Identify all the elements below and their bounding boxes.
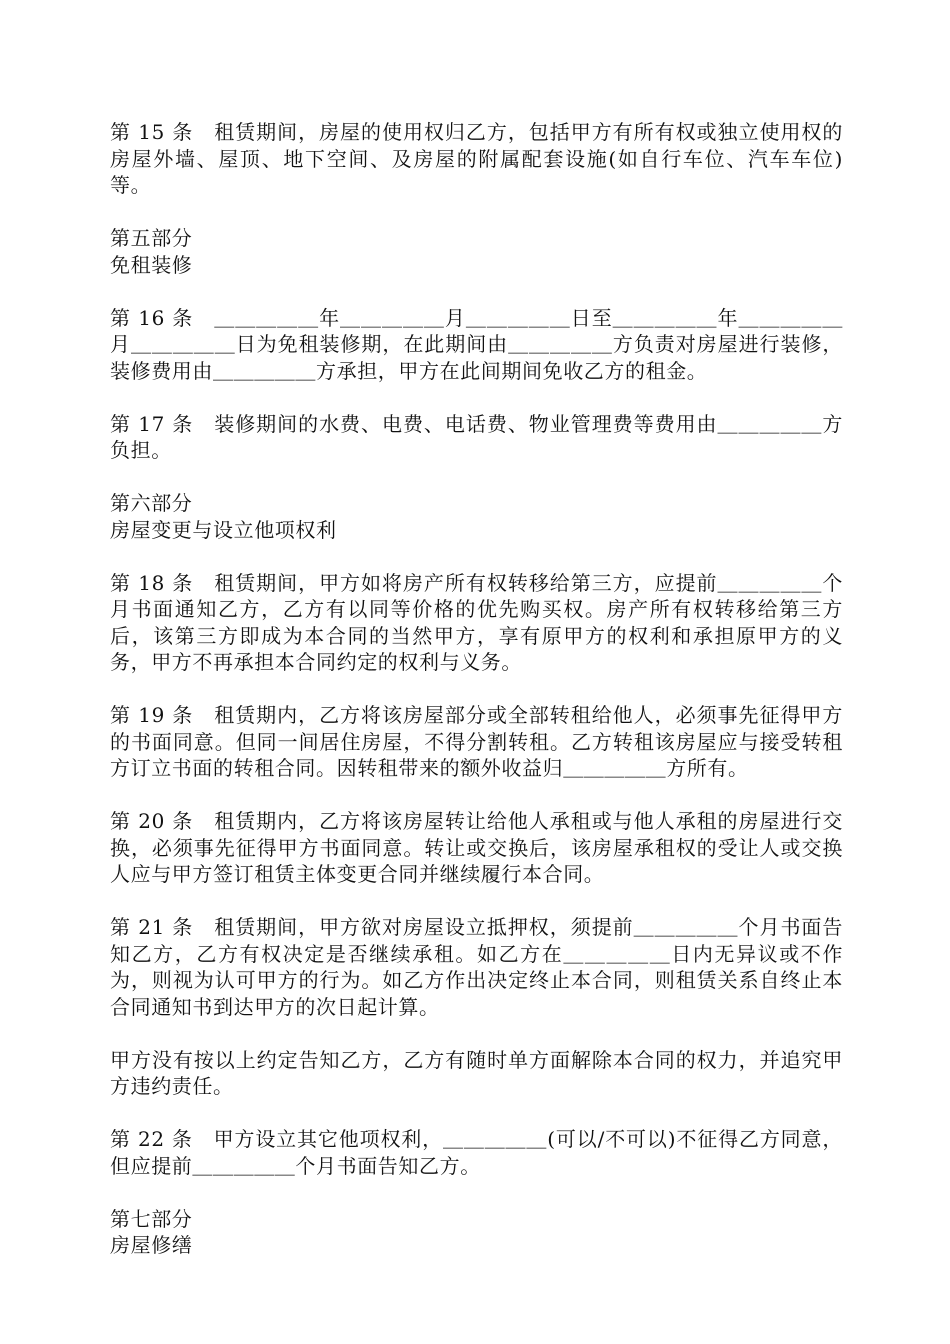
- document-page: [110, 119, 843, 1285]
- article-21: 第 21 条 租赁期间，甲方欲对房屋设立抵押权，须提前＿＿＿＿＿个月书面告知乙方，乙方有权决定是否继续承租。如乙方在＿＿＿＿＿日内无异议或不作为，则视为认可甲方的行为。如乙方作出决定终止本合同，则租赁关系自终止本合同通知书到达甲方的次日起计算。: [110, 915, 843, 1019]
- section-title: 房屋变更与设立他项权利: [110, 517, 337, 542]
- article-16: 第 16 条 ＿＿＿＿＿年＿＿＿＿＿月＿＿＿＿＿日至＿＿＿＿＿年＿＿＿＿＿月＿＿＿＿＿日为免租装修期，在此期间由＿＿＿＿＿方负责对房屋进行装修，装修费用由＿＿＿＿＿方承担，甲方在此间期间免收乙方的租金。: [110, 305, 843, 383]
- section-heading-part-7: [110, 1206, 843, 1259]
- section-part-label: 第七部分: [110, 1206, 193, 1231]
- section-part-label: 第六部分: [110, 491, 193, 515]
- section-title: 房屋修缮: [110, 1233, 193, 1257]
- section-part-label: 第五部分: [110, 226, 193, 250]
- article-19: 第 19 条 租赁期内，乙方将该房屋部分或全部转租给他人，必须事先征得甲方的书面同意。但同一间居住房屋，不得分割转租。乙方转租该房屋应与接受转租方订立书面的转租合同。因转租带来的额外收益归＿＿＿＿＿方所有。: [110, 703, 843, 780]
- article-22: 第 22 条 甲方设立其它他项权利，＿＿＿＿＿(可以/不可以)不征得乙方同意，但应提前＿＿＿＿＿个月书面告知乙方。: [110, 1127, 843, 1178]
- section-title: 免租装修: [110, 252, 193, 277]
- section-heading-part-5: [110, 225, 843, 278]
- article-18: 第 18 条 租赁期间，甲方如将房产所有权转移给第三方，应提前＿＿＿＿＿个月书面通知乙方，乙方有以同等价格的优先购买权。房产所有权转移给第三方后，该第三方即成为本合同的当然甲方，享有原甲方的权利和承担原甲方的义务，甲方不再承担本合同约定的权利与义务。: [110, 570, 843, 674]
- article-21-supplement: 甲方没有按以上约定告知乙方，乙方有随时单方面解除本合同的权力，并追究甲方违约责任。: [110, 1047, 843, 1098]
- article-20: 第 20 条 租赁期内，乙方将该房屋转让给他人承租或与他人承租的房屋进行交换，必须事先征得甲方书面同意。转让或交换后，该房屋承租权的受让人或交换人应与甲方签订租赁主体变更合同并继续履行本合同。: [110, 809, 843, 886]
- article-17: 第 17 条 装修期间的水费、电费、电话费、物业管理费等费用由＿＿＿＿＿方负担。: [110, 411, 843, 462]
- article-15: 第 15 条 租赁期间，房屋的使用权归乙方，包括甲方有所有权或独立使用权的房屋外墙、屋顶、地下空间、及房屋的附属配套设施(如自行车位、汽车车位)等。: [110, 120, 843, 197]
- section-heading-part-6: [110, 490, 843, 543]
